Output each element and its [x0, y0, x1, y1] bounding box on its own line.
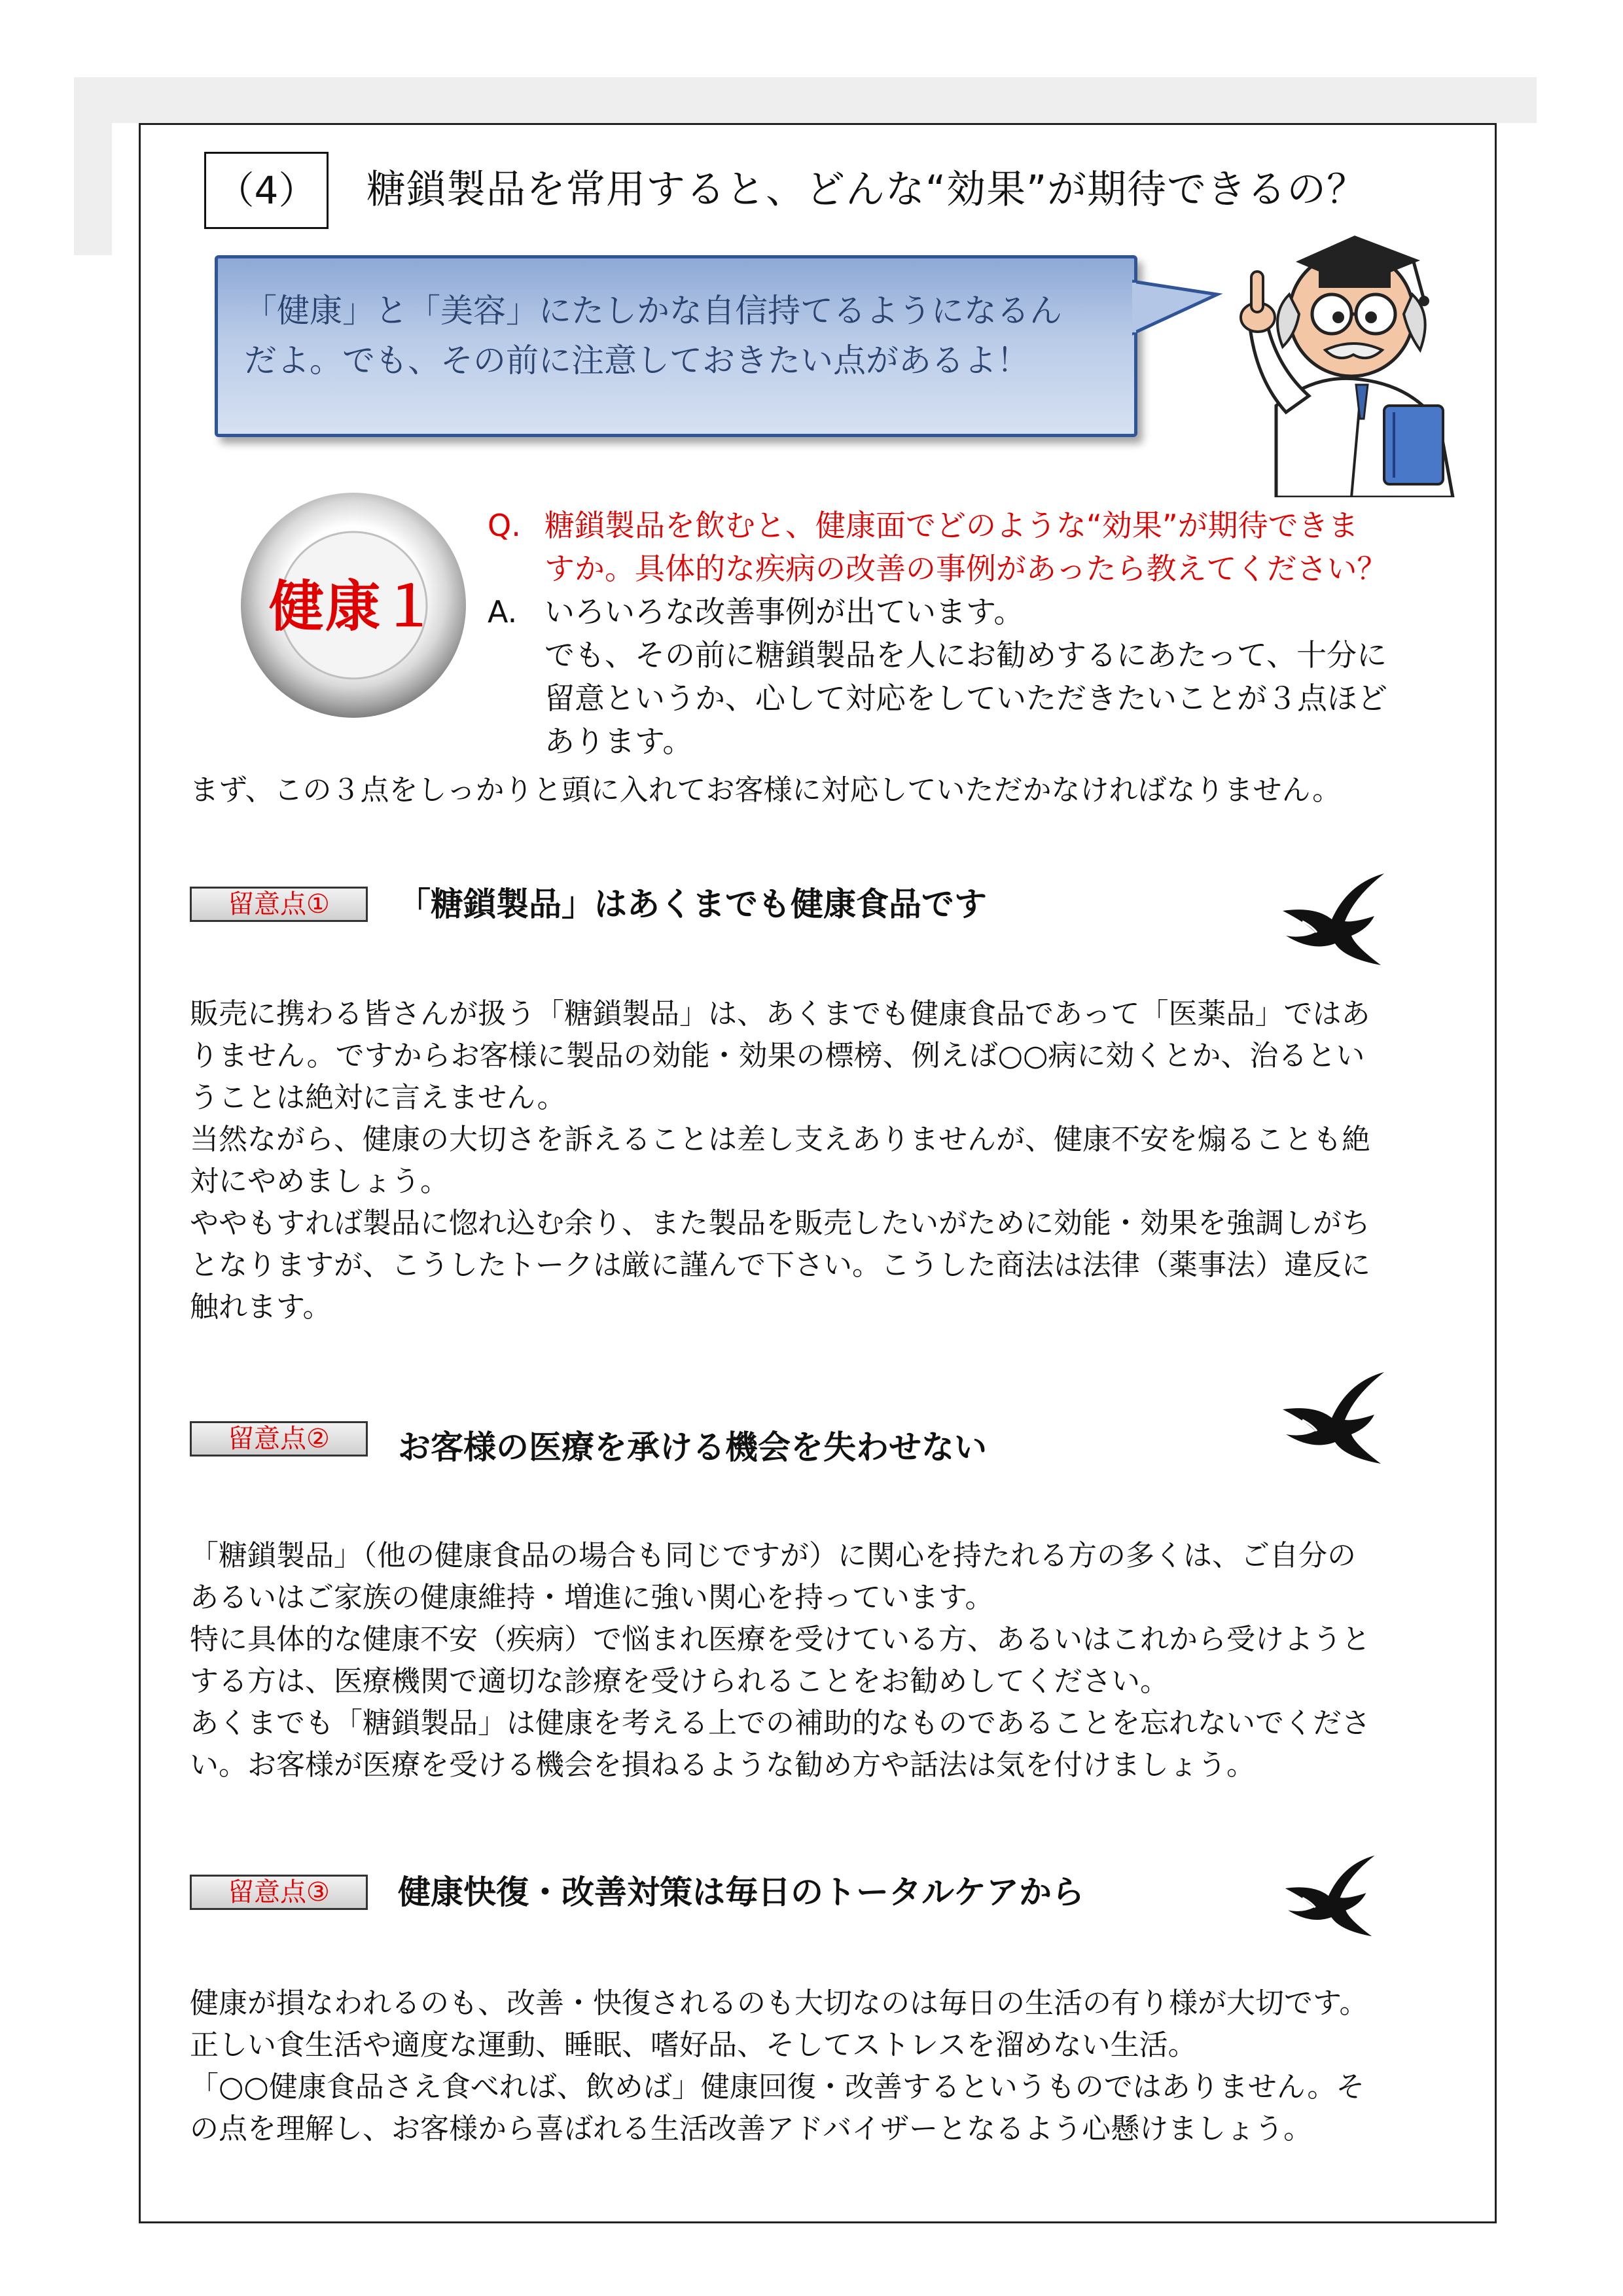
doctor-illustration-icon	[1204, 209, 1466, 497]
question-line-1: 糖鎖製品を飲むと、健康面でどのような“効果”が期待できま	[544, 508, 1359, 543]
point-2-line-5: あくまでも「糖鎖製品」は健康を考える上での補助的なものであることを忘れないでくださ	[190, 1706, 1370, 1740]
section-number: （4）	[204, 152, 329, 229]
point-tag-1: 留意点①	[190, 887, 368, 922]
point-1-line-8: 触れます。	[190, 1290, 332, 1324]
point-tag-3: 留意点③	[190, 1875, 368, 1910]
badge-label: 健康１	[268, 574, 438, 639]
answer-marker: A.	[488, 594, 518, 629]
swallow-icon	[1276, 870, 1387, 968]
point-3-line-2: 正しい食生活や適度な運動、睡眠、嗜好品、そしてストレスを溜めない生活。	[190, 2028, 1197, 2062]
point-heading-1: 「糖鎖製品」はあくまでも健康食品です	[398, 885, 987, 923]
page-title: 糖鎖製品を常用すると、どんな“効果”が期待できるの？	[366, 167, 1367, 213]
point-1-line-5: 対にやめましょう。	[190, 1165, 449, 1198]
point-3-line-4: の点を理解し、お客様から喜ばれる生活改善アドバイザーとなるよう心懸けましょう。	[190, 2112, 1313, 2146]
point-heading-3: 健康快復・改善対策は毎日のトータルケアから	[398, 1873, 1084, 1911]
point-3-line-3: 「○○健康食品さえ食べれば、飲めば」健康回復・改善するというものではありません。そ	[190, 2070, 1365, 2104]
speech-bubble	[215, 255, 1137, 437]
speech-line-1: 「健康」と「美容」にたしかな自信持てるようになるん	[244, 292, 1062, 330]
point-2-line-2: あるいはご家族の健康維持・増進に強い関心を持っています。	[190, 1581, 994, 1614]
point-tag-2: 留意点②	[190, 1421, 368, 1457]
point-heading-2: お客様の医療を承ける機会を失わせない	[398, 1428, 987, 1466]
point-1-line-2: りません。ですからお客様に製品の効能・効果の標榜、例えば○○病に効くとか、治るとい	[190, 1039, 1365, 1072]
point-2-line-4: する方は、医療機関で適切な診療を受けられることをお勧めしてください。	[190, 1665, 1169, 1698]
point-3-line-1: 健康が損なわれるのも、改善・快復されるのも大切なのは毎日の生活の有り様が大切です。	[190, 1987, 1368, 2020]
page-shadow-top	[74, 77, 1537, 123]
question-marker: Q.	[488, 508, 521, 543]
point-2-line-3: 特に具体的な健康不安（疾病）で悩まれ医療を受けている方、あるいはこれから受けようと	[190, 1623, 1370, 1656]
question-line-2: すか。具体的な疾病の改善の事例があったら教えてください？	[544, 551, 1387, 586]
point-2-line-1: 「糖鎖製品」（他の健康食品の場合も同じですが）に関心を持たれる方の多くは、ご自分の	[190, 1539, 1356, 1572]
answer-line-1: いろいろな改善事例が出ています。	[544, 594, 1024, 629]
answer-line-2: でも、その前に糖鎖製品を人にお勧めするにあたって、十分に	[544, 637, 1387, 673]
answer-line-4: あります。	[544, 724, 693, 759]
point-1-line-4: 当然ながら、健康の大切さを訴えることは差し支えありませんが、健康不安を煽ることも絶	[190, 1123, 1370, 1156]
page-shadow-left	[74, 77, 112, 255]
qa-summary: まず、この３点をしっかりと頭に入れてお客様に対応していただかなければなりません。	[190, 773, 1342, 807]
point-2-line-6: い。お客様が医療を受ける機会を損ねるような勧め方や話法は気を付けましょう。	[190, 1748, 1255, 1782]
swallow-icon	[1276, 1369, 1387, 1467]
point-1-line-1: 販売に携わる皆さんが扱う「糖鎖製品」は、あくまでも健康食品であって「医薬品」ではあ	[190, 997, 1370, 1031]
point-1-line-6: ややもすれば製品に惚れ込む余り、また製品を販売したいがために効能・効果を強調しがち	[190, 1207, 1370, 1240]
answer-line-3: 留意というか、心して対応をしていただきたいことが３点ほど	[544, 680, 1387, 716]
point-1-line-7: となりますが、こうしたトークは厳に謹んで下さい。こうした商法は法律（薬事法）違反に	[190, 1248, 1370, 1282]
point-1-line-3: うことは絶対に言えません。	[190, 1081, 566, 1114]
speech-line-2: だよ。でも、その前に注意しておきたい点があるよ！	[244, 342, 1029, 380]
swallow-icon	[1279, 1852, 1378, 1940]
